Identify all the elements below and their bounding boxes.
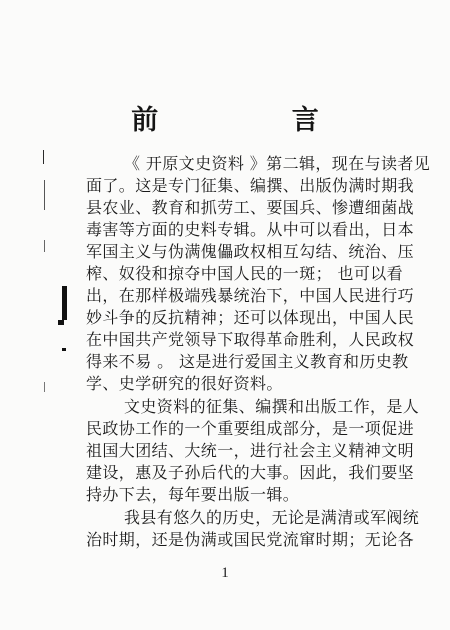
text-line: 在中国共产党领导下取得革命胜利，人民政权 — [86, 330, 415, 349]
page-number: 1 — [221, 565, 229, 581]
text-line: 得来不易 。 这是进行爱国主义教育和历史教 — [86, 352, 409, 371]
text-line: 出，在那样极端残暴统治下，中国人民进行巧 — [86, 286, 415, 305]
text-line: 妙斗争的反抗精神；还可以体现出，中国人民 — [86, 308, 415, 327]
text-line: 持办下去，每年要出版一辑。 — [86, 485, 300, 504]
text-line: 祖国大团结、大统一，进行社会主义精神文明 — [86, 441, 415, 460]
text-line: 我县有悠久的历史，无论是满清或军阀统 — [124, 508, 420, 527]
text-line: 榨、奴役和掠夺中国人民的一斑； 也可以看 — [86, 264, 404, 283]
text-line: 军国主义与伪满傀儡政权相互勾结、统治、压 — [86, 242, 415, 261]
text-line: 面了。这是专门征集、编撰、出版伪满时期我 — [86, 176, 415, 195]
text-line: 学、史学研究的很好资料。 — [86, 374, 283, 393]
text-line: 文史资料的征集、编撰和出版工作，是人 — [124, 397, 420, 416]
text-line: 建设，惠及子孙后代的大事。因此，我们要坚 — [86, 463, 415, 482]
text-line: 治时期，还是伪满或国民党流窜时期；无论各 — [86, 530, 415, 549]
page-title: 前 言 — [131, 105, 381, 136]
text-line: 民政协工作的一个重要组成部分，是一项促进 — [86, 419, 415, 438]
text-line: 毒害等方面的史料专辑。从中可以看出，日本 — [86, 220, 415, 239]
text-line: 《 开原文史资料 》第二辑，现在与读者见 — [124, 154, 431, 173]
text-line: 县农业、教育和抓劳工、要国兵、惨遭细菌战 — [86, 198, 415, 217]
